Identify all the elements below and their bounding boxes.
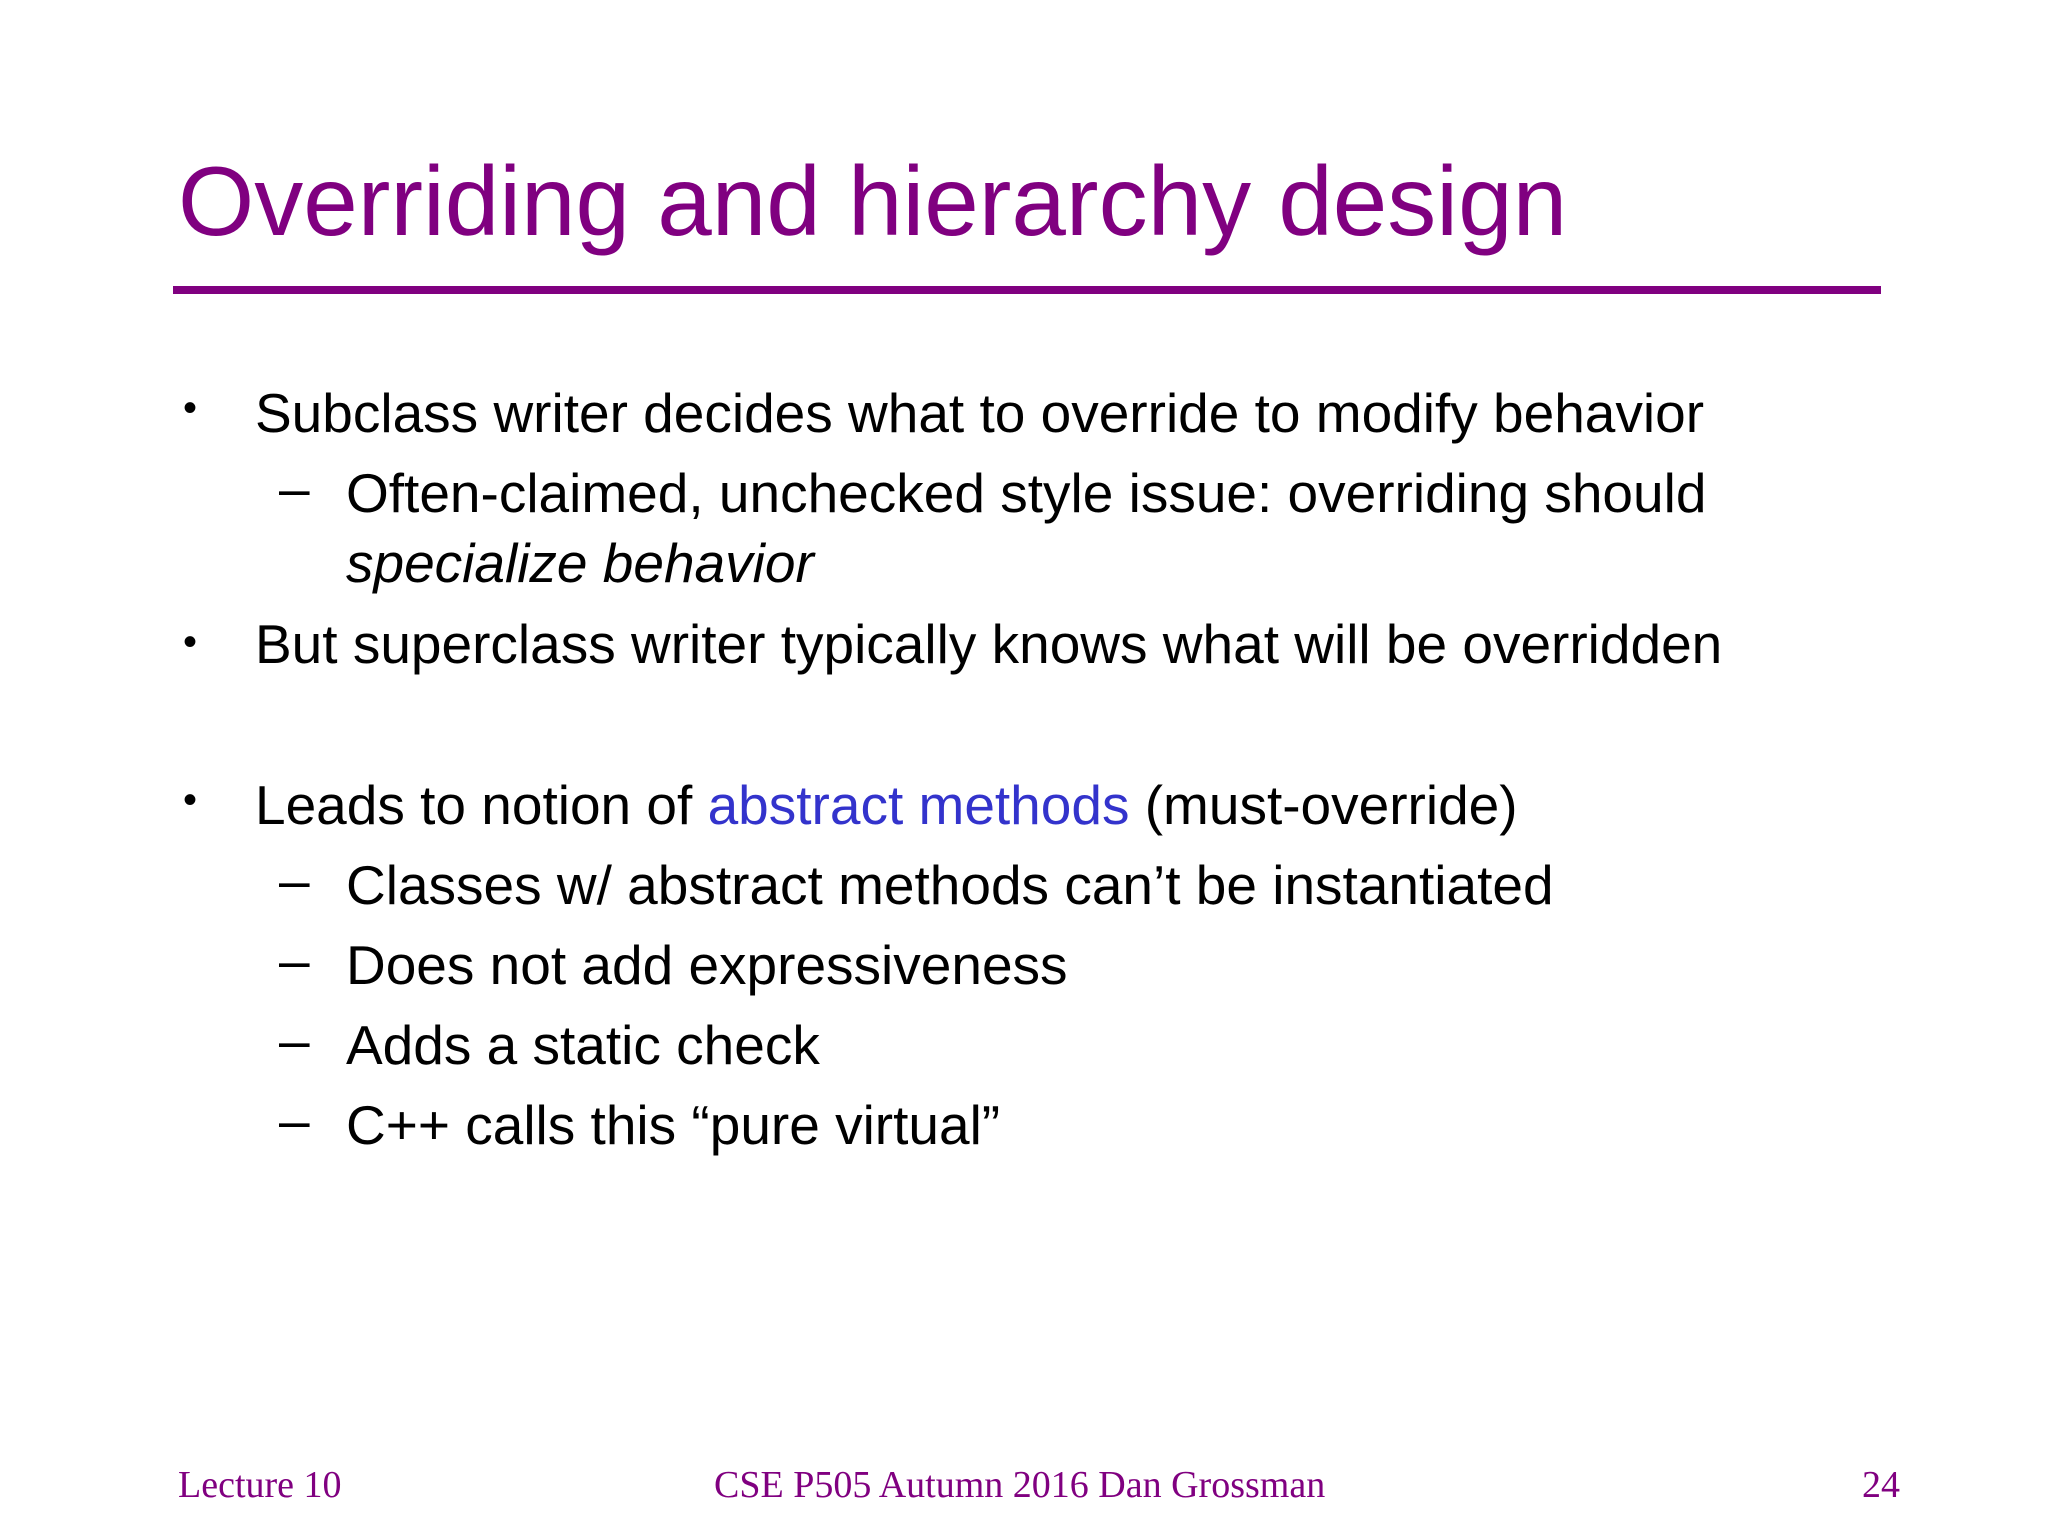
footer-lecture: Lecture 10: [178, 1464, 342, 1506]
bullet-1-text: Subclass writer decides what to override to modify behavior: [255, 382, 1705, 444]
bullet-3-text-after: (must-override): [1129, 774, 1518, 836]
abstract-methods-term: abstract methods: [707, 774, 1130, 836]
sub-bullet-dash: –: [279, 929, 310, 991]
bullet-dot: •: [183, 778, 198, 822]
sub-bullet-1-1-line1: Often-claimed, unchecked style issue: overriding should: [346, 462, 1707, 524]
sub-bullet-3-3: Adds a static check: [346, 1014, 820, 1076]
footer-page-number: 24: [1862, 1464, 1900, 1506]
sub-bullet-dash: –: [279, 457, 310, 519]
sub-bullet-3-2: Does not add expressiveness: [346, 934, 1068, 996]
sub-bullet-3-4: C++ calls this “pure virtual”: [346, 1094, 1001, 1156]
sub-bullet-dash: –: [279, 1089, 310, 1151]
sub-bullet-dash: –: [279, 1009, 310, 1071]
bullet-3-text: [255, 774, 1518, 836]
title-underline: [173, 286, 1881, 294]
footer-course: CSE P505 Autumn 2016 Dan Grossman: [714, 1464, 1326, 1506]
bullet-dot: •: [183, 620, 198, 664]
sub-bullet-3-1: Classes w/ abstract methods can’t be instantiated: [346, 854, 1554, 916]
sub-bullet-1-1-line2: specialize behavior: [346, 532, 814, 594]
slide-title: Overriding and hierarchy design: [178, 146, 1568, 256]
bullet-dot: •: [183, 386, 198, 430]
bullet-2-text: But superclass writer typically knows what will be overridden: [255, 613, 1723, 675]
sub-bullet-dash: –: [279, 849, 310, 911]
bullet-3-text-before: Leads to notion of: [255, 774, 708, 836]
